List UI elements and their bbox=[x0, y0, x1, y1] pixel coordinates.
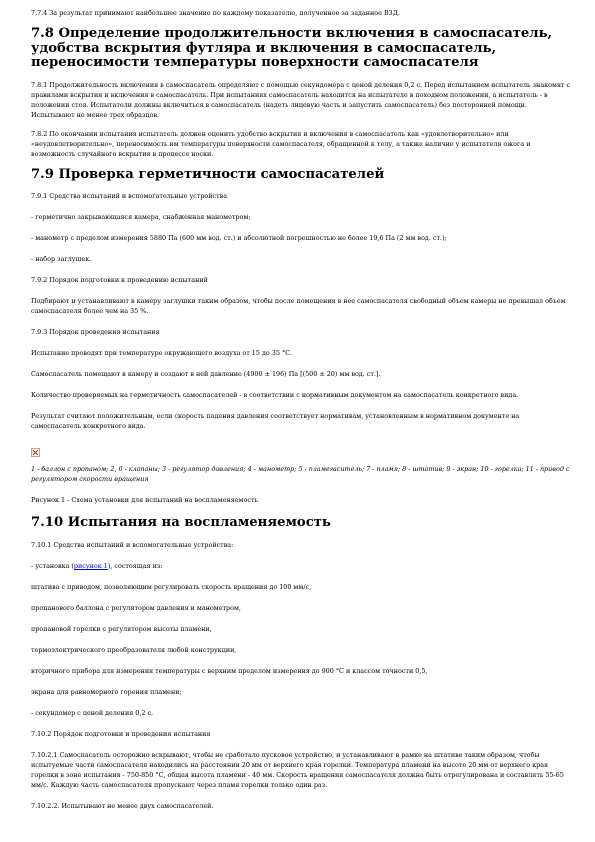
list-item-thermocouple: термоэлектрического преобразователя любой конструкции, bbox=[31, 645, 237, 654]
figure-title: Рисунок 1 - Схема установки для испытаний на воспламеняемость bbox=[31, 496, 258, 505]
installation-text-post: ), состоящая из: bbox=[107, 561, 163, 570]
paragraph-7-10-2-1: 7.10.2.1 Самоспасатель осторожно вскрывают, чтобы не сработало пусковое устройство, и устанавливают в рамке на штативе таким образом, чтобы испытуемые части самоспасателя находились на расстоянии 20 мм от верхнего края горелки. Температура пламени на высоте 20 мм от верхнего края горелки в зоне испытания - 750-850 °С, общая высота пламени - 40 мм. Скорость вращения самоспасателя должна быть отрегулирована и составлять 55-65 мм/с. Каждую часть самоспасателя пропускают через пламя горелки только один раз. bbox=[31, 750, 564, 789]
list-item-manometer: - манометр с пределом измерения 5880 Па (600 мм вод. ст.) и абсолютной погрешностью не более 19,6 Па (2 мм вод. ст.); bbox=[31, 234, 447, 243]
paragraph-7-9-1: 7.9.1 Средства испытаний и вспомогательные устройства bbox=[31, 192, 228, 201]
paragraph-7-8-1: 7.8.1 Продолжительность включения в самоспасатель определяют с помощью секундомера с ценой деления 0,2 с. Перед испытанием испытатель знакомят с правилами вскрытия и включения в самоспасатель. При испытаниях самоспасатель находится на испытателе в походном положении, а испытатель - в положении стоя. Испытатели должны включиться в самоспасатель (надеть лицевую часть и запустить самоспасатель) без посторонней помощи. Испытывают не менее трех образцов. bbox=[31, 80, 571, 119]
paragraph-result: Результат считают положительным, если скорость падения давления соответствует нормативам, установленным в нормативном документе на самоспасатель конкретного вида. bbox=[31, 412, 520, 431]
paragraph-7-7-4: 7.7.4 За результат принимают наибольшее значение по каждому показателю, полученное за заданное ВЗД. bbox=[31, 9, 400, 17]
paragraph-temperature: Испытание проводят при температуре окружающего воздуха от 15 до 35 °С. bbox=[31, 349, 293, 358]
list-item-stopwatch: - секундомер с ценой деления 0,2 с. bbox=[31, 708, 154, 717]
list-item-secondary-device: вторичного прибора для измерения температуры с верхним пределом измерения до 900 °С и классом точности 0,5, bbox=[31, 666, 428, 675]
paragraph-7-9-2: 7.9.2 Порядок подготовки к проведению испытаний bbox=[31, 276, 208, 285]
list-item-screen: экрана для равномерного горения пламени; bbox=[31, 687, 182, 696]
paragraph-7-9-3: 7.9.3 Порядок проведения испытания bbox=[31, 328, 160, 337]
document-page bbox=[31, 8, 571, 811]
figure-legend: 1 - баллон с пропаном; 2, 6 - клапаны; 3 - регулятор давления; 4 - манометр; 5 - пламегаситель; 7 - пламя; 8 - штатив; 9 - экран; 10 - горелка; 11 - привод с регулятором скорости вращения bbox=[31, 465, 570, 484]
figure-1-link[interactable]: рисунок 1 bbox=[73, 561, 108, 570]
paragraph-7-10-1: 7.10.1 Средства испытаний и вспомогательные устройства: bbox=[31, 540, 234, 549]
broken-image-icon bbox=[31, 448, 40, 457]
list-item-chamber: - герметично закрывающаяся камера, снабженная манометром; bbox=[31, 213, 251, 222]
list-item-propane-cylinder: пропанового баллона с регулятором давления и манометром, bbox=[31, 603, 241, 612]
list-item-propane-burner: пропановой горелки с регулятором высоты пламени, bbox=[31, 624, 212, 633]
heading-7-9: 7.9 Проверка герметичности самоспасателей bbox=[31, 166, 385, 182]
paragraph-7-10-2-2: 7.10.2.2. Испытывают не менее двух самоспасателей. bbox=[31, 801, 214, 810]
figure-image-placeholder bbox=[31, 442, 571, 454]
installation-text-pre: - установка ( bbox=[31, 561, 74, 570]
list-item-tripod: штатива с приводом, позволяющим регулировать скорость вращения до 100 мм/с, bbox=[31, 582, 312, 591]
paragraph-7-9-2-text: Подбирают и устанавливают в камеру заглушки таким образом, чтобы после помещения в нее самоспасателя свободный объем камеры не превышал объем самоспасателя более чем на 35 %. bbox=[31, 297, 566, 316]
paragraph-pressure: Самоспасатель помещают в камеру и создают в ней давление (4900 ± 196) Па [(500 ± 20) мм вод. ст.]. bbox=[31, 370, 381, 379]
paragraph-7-10-2: 7.10.2 Порядок подготовки и проведения испытания bbox=[31, 729, 211, 738]
paragraph-quantity: Количество проверяемых на герметичность самоспасателей - в соответствии с нормативным документом на самоспасатель конкретного вида. bbox=[31, 391, 519, 400]
heading-7-10: 7.10 Испытания на воспламеняемость bbox=[31, 515, 331, 531]
list-item-plugs: - набор заглушек. bbox=[31, 255, 92, 264]
list-item-installation bbox=[31, 561, 571, 571]
paragraph-7-8-2: 7.8.2 По окончании испытания испытатель должен оценить удобство вскрытия и включения в самоспасатель как «удовлетворительно» или «неудовлетворительно», переносимость им температуры поверхности самоспасателя, обращенной к телу, а также наличие у испытателя ожога и возможность случайного вскрытия в процессе носки. bbox=[31, 129, 531, 158]
heading-7-8: 7.8 Определение продолжительности включения в самоспасатель, удобства вскрытия футляра и включения в самоспасатель, переносимости температуры поверхности самоспасателя bbox=[31, 26, 553, 71]
